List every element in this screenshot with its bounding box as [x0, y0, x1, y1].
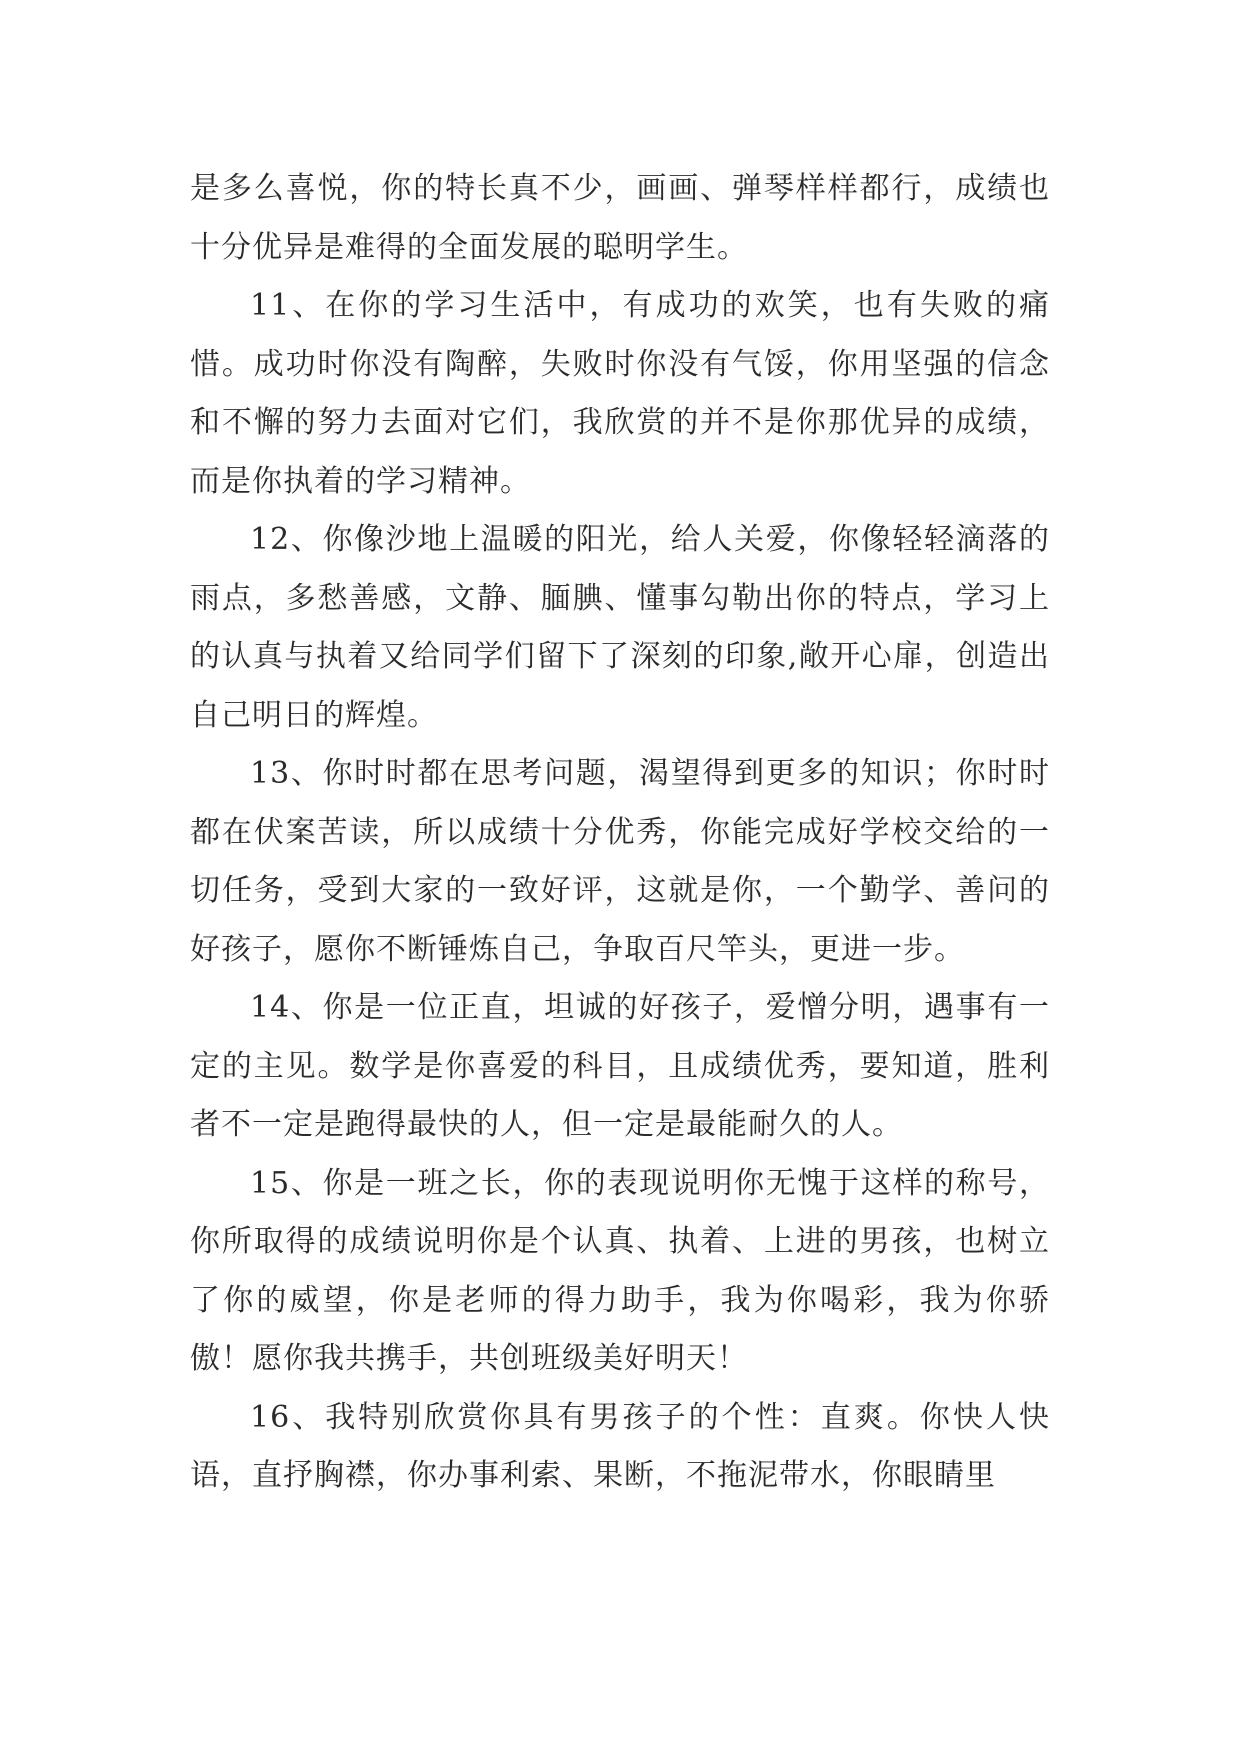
paragraph-11: 11、在你的学习生活中，有成功的欢笑，也有失败的痛惜。成功时你没有陶醉，失败时你没有气馁，你用坚强的信念和不懈的努力去面对它们，我欣赏的并不是你那优异的成绩，而是你执着的学习精神。: [190, 288, 1050, 499]
paragraph-12: 12、你像沙地上温暖的阳光，给人关爱，你像轻轻滴落的雨点，多愁善感，文静、腼腆、懂事勾勒出你的特点，学习上的认真与执着又给同学们留下了深刻的印象,敞开心扉，创造出自己明日的辉煌。: [190, 522, 1050, 733]
document-body: [190, 160, 1050, 1506]
paragraph-15: 15、你是一班之长，你的表现说明你无愧于这样的称号，你所取得的成绩说明你是个认真、执着、上进的男孩，也树立了你的威望，你是老师的得力助手，我为你喝彩，我为你骄傲！愿你我共携手，共创班级美好明天！: [190, 1165, 1050, 1376]
paragraph-13: 13、你时时都在思考问题，渴望得到更多的知识；你时时都在伏案苦读，所以成绩十分优秀，你能完成好学校交给的一切任务，受到大家的一致好评，这就是你，一个勤学、善问的好孩子，愿你不断锤炼自己，争取百尺竿头，更进一步。: [190, 756, 1050, 967]
paragraph-16: 16、我特别欣赏你具有男孩子的个性：直爽。你快人快语，直抒胸襟，你办事利索、果断，不拖泥带水，你眼睛里: [190, 1399, 1050, 1493]
paragraph-14: 14、你是一位正直，坦诚的好孩子，爱憎分明，遇事有一定的主见。数学是你喜爱的科目，且成绩优秀，要知道，胜利者不一定是跑得最快的人，但一定是最能耐久的人。: [190, 990, 1050, 1142]
paragraph-continuation: 是多么喜悦，你的特长真不少，画画、弹琴样样都行，成绩也十分优异是难得的全面发展的聪明学生。: [190, 171, 1050, 265]
